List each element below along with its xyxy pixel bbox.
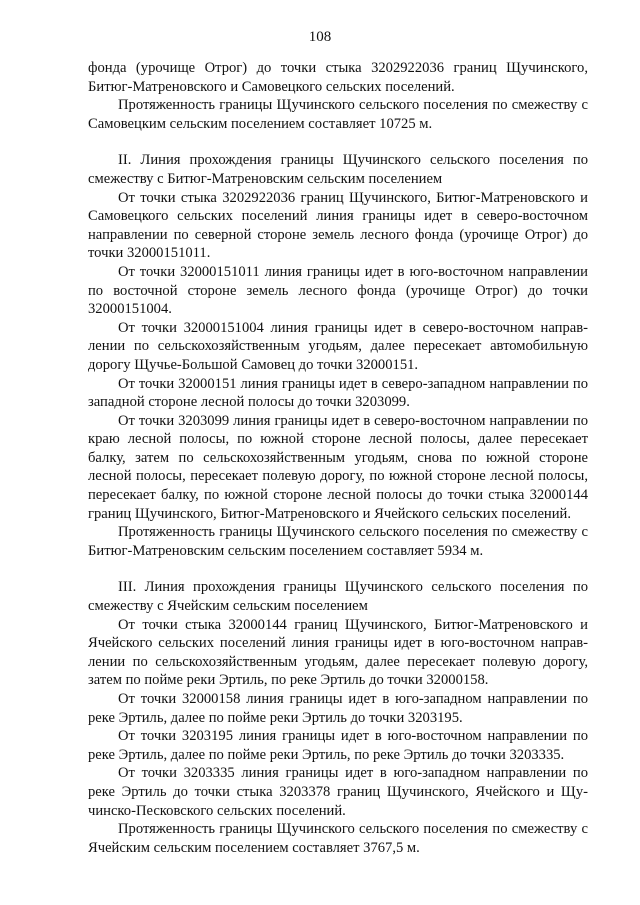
intro-length-paragraph: Протяженность границы Щучинского сельского поселения по смежеству с Самовецким сельским поселением составляет 10725 м. bbox=[88, 97, 588, 132]
section-2-paragraph: От точки 32000151 линия границы идет в северо-западном направлении по западной стороне лесной полосы до точки 3203099. bbox=[88, 375, 588, 411]
section-2-paragraph: От точки 32000151004 линия границы идет в северо-восточном направлении по сельскохозяйственным угодьям, далее пересекает автомобильную дорогу Щучье-Большой Самовец до точки 32000151. bbox=[88, 319, 588, 373]
section-2-length-paragraph: Протяженность границы Щучинского сельского поселения по смежеству с Битюг-Матреновским сельским поселением составляет 5934 м. bbox=[88, 524, 588, 559]
section-spacer bbox=[88, 560, 588, 578]
document-body bbox=[88, 59, 588, 857]
section-2-title: II. Линия прохождения границы Щучинского сельского поселения по смежеству с Битюг-Матреновским сельским поселением bbox=[88, 152, 588, 187]
section-3-paragraph: От точки 3203335 линия границы идет в юго-западном направлении по реке Эртиль до точки стыка 3203378 границ Щучинского, Ячейского и Щучинско-Песковского сельских поселений. bbox=[88, 765, 588, 819]
section-3-length-paragraph: Протяженность границы Щучинского сельского поселения по смежеству с Ячейским сельским поселением составляет 3767,5 м. bbox=[88, 821, 588, 856]
section-2-paragraph: От точки стыка 3202922036 границ Щучинского, Битюг-Матреновского и Самовецкого сельских поселений линия границы идет в северо-восточном направлении по северной стороне земель лесного фонда (урочище Отрог) до точки 32000151011. bbox=[88, 189, 588, 262]
section-2-paragraph: От точки 3203099 линия границы идет в северо-восточном направлении по краю лесной полосы, по южной стороне лесной полосы, далее пересекает балку, затем по сельскохозяйственным угодьям, снова по южной стороне лесной полосы, пересекает полевую дорогу, по южной стороне лесной полосы, пересекает балку, по южной стороне лесной полосы до точки стыка 32000144 границ Щучинского, Битюг-Матреновского и Ячейского сельских поселений. bbox=[88, 412, 588, 522]
section-spacer bbox=[88, 133, 588, 151]
section-3-paragraph: От точки 32000158 линия границы идет в юго-западном направлении по реке Эртиль, далее по пойме реки Эртиль до точки 3203195. bbox=[88, 691, 588, 726]
section-2-paragraph: От точки 32000151011 линия границы идет в юго-восточном направлении по восточной стороне земель лесного фонда (урочище Отрог) до точки 32000151004. bbox=[88, 263, 588, 318]
section-3-title: III. Линия прохождения границы Щучинского сельского поселения по смежеству с Ячейским сельским поселением bbox=[88, 579, 588, 615]
intro-continuation: фонда (урочище Отрог) до точки стыка 3202922036 границ Щучинского, Битюг-Матреновского и Самовецкого сельских поселений. bbox=[88, 60, 588, 95]
section-3-paragraph: От точки 3203195 линия границы идет в юго-восточном направлении по реке Эртиль, далее по пойме реки Эртиль, по реке Эртиль до точки 3203335. bbox=[88, 728, 588, 763]
page-number: 108 bbox=[308, 29, 332, 45]
section-3-paragraph: От точки стыка 32000144 границ Щучинского, Битюг-Матреновского и Ячейского сельских поселений линия границы идет в юго-восточном направлении по сельскохозяйственным угодьям, далее пересекает полевую дорогу, затем по пойме реки Эртиль, по реке Эртиль до точки 32000158. bbox=[88, 616, 588, 689]
